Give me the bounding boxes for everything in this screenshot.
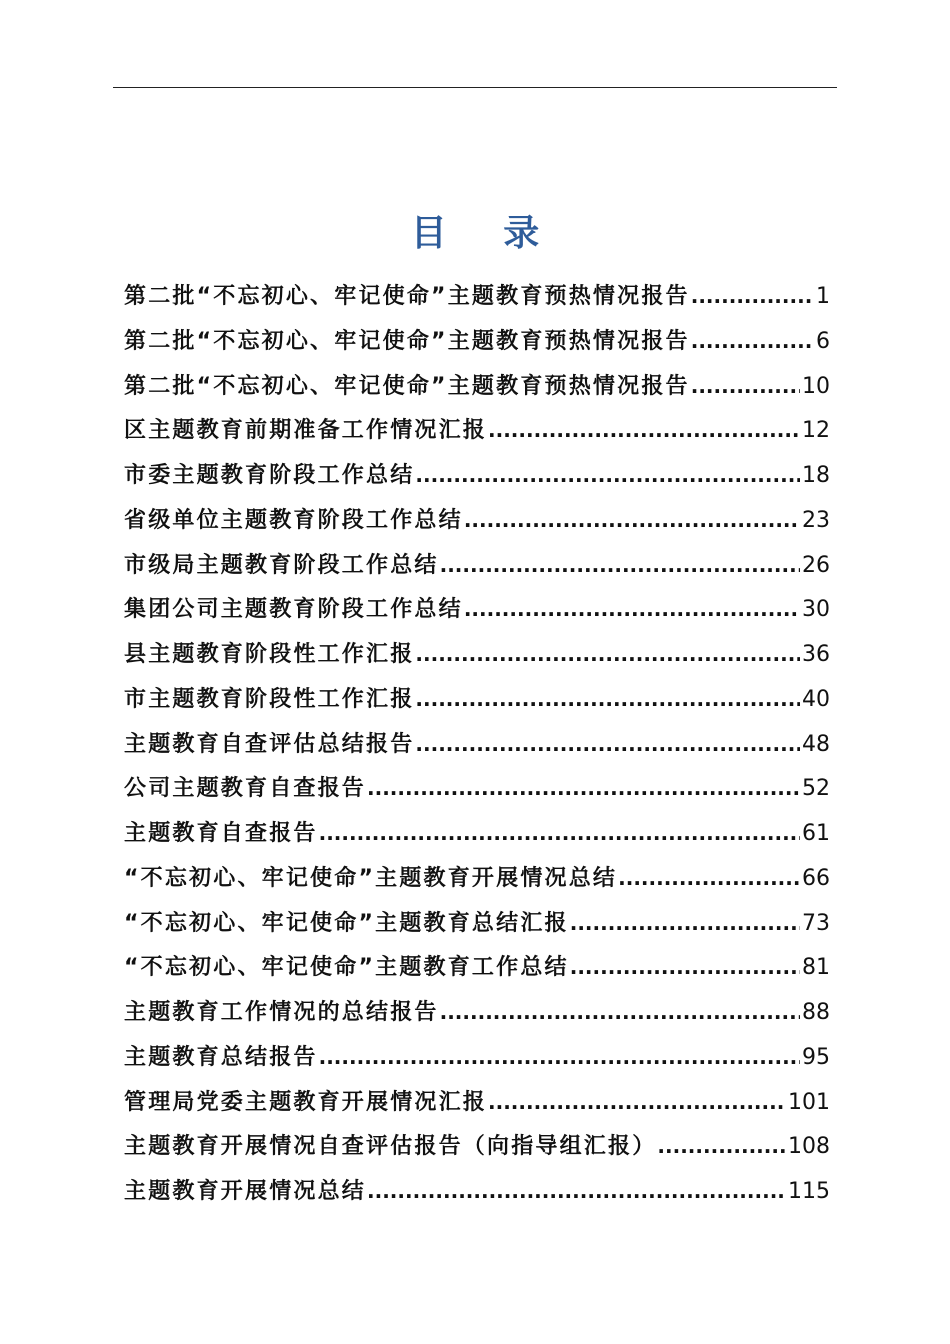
toc-entry-title: 主题教育总结报告 — [124, 1044, 318, 1070]
toc-entry-title: 主题教育开展情况总结 — [124, 1179, 367, 1204]
toc-dot-leader — [367, 1169, 786, 1214]
toc-page-number: 36 — [802, 642, 830, 667]
toc-list — [124, 274, 830, 1214]
toc-entry[interactable] — [124, 677, 830, 722]
toc-entry-title: 主题教育开展情况自查评估报告（向指导组汇报） — [124, 1134, 657, 1160]
toc-page-number: 81 — [802, 955, 830, 981]
toc-entry[interactable] — [124, 1124, 830, 1169]
toc-entry[interactable] — [124, 901, 830, 946]
toc-entry-title: 主题教育自查报告 — [124, 821, 318, 846]
toc-page-number: 52 — [802, 776, 830, 802]
toc-entry-title: 主题教育自查评估总结报告 — [124, 731, 415, 757]
toc-entry-title: 第二批“不忘初心、牢记使命”主题教育预热情况报告 — [124, 328, 690, 354]
toc-entry[interactable] — [124, 319, 830, 364]
toc-page-number: 48 — [802, 731, 830, 757]
toc-entry-title: 第二批“不忘初心、牢记使命”主题教育预热情况报告 — [124, 373, 690, 399]
toc-page-number: 10 — [802, 373, 830, 399]
toc-page-number: 26 — [802, 552, 830, 578]
toc-entry[interactable] — [124, 1169, 830, 1214]
toc-entry[interactable] — [124, 856, 830, 901]
toc-entry-title: 公司主题教育自查报告 — [124, 776, 367, 802]
toc-entry[interactable] — [124, 632, 830, 677]
toc-dot-leader — [367, 766, 800, 811]
toc-entry-title: “不忘初心、牢记使命”主题教育开展情况总结 — [124, 865, 618, 891]
toc-page-number: 18 — [802, 463, 830, 488]
toc-entry[interactable] — [124, 990, 830, 1035]
toc-entry-title: 主题教育工作情况的总结报告 — [124, 1000, 439, 1025]
toc-entry-title: 管理局党委主题教育开展情况汇报 — [124, 1089, 488, 1115]
toc-dot-leader — [319, 811, 800, 856]
toc-page-number: 6 — [816, 328, 830, 354]
toc-entry[interactable] — [124, 722, 830, 767]
toc-dot-leader — [657, 1124, 786, 1169]
toc-dot-leader — [415, 677, 800, 722]
toc-page-number: 66 — [802, 865, 830, 891]
toc-entry[interactable] — [124, 408, 830, 453]
toc-entry[interactable] — [124, 543, 830, 588]
toc-entry-title: “不忘初心、牢记使命”主题教育工作总结 — [124, 955, 569, 981]
toc-dot-leader — [570, 945, 800, 990]
toc-entry[interactable] — [124, 453, 830, 498]
toc-page-number: 95 — [802, 1044, 830, 1070]
toc-entry-title: 集团公司主题教育阶段工作总结 — [124, 597, 463, 623]
toc-dot-leader — [618, 856, 800, 901]
toc-dot-leader — [415, 632, 800, 677]
toc-entry-title: 第二批“不忘初心、牢记使命”主题教育预热情况报告 — [124, 284, 690, 309]
toc-dot-leader — [691, 274, 814, 319]
toc-dot-leader — [415, 453, 800, 498]
toc-dot-leader — [464, 587, 800, 632]
toc-entry-title: 县主题教育阶段性工作汇报 — [124, 642, 415, 667]
toc-page-number: 40 — [802, 686, 830, 712]
toc-page-number: 23 — [802, 507, 830, 533]
toc-entry[interactable] — [124, 587, 830, 632]
toc-dot-leader — [488, 408, 800, 453]
toc-dot-leader — [691, 364, 800, 409]
toc-dot-leader — [415, 722, 800, 767]
toc-dot-leader — [691, 319, 814, 364]
toc-dot-leader — [570, 901, 800, 946]
toc-dot-leader — [440, 543, 800, 588]
toc-entry-title: 市级局主题教育阶段工作总结 — [124, 552, 439, 578]
toc-entry[interactable] — [124, 766, 830, 811]
toc-page-number: 115 — [788, 1179, 830, 1204]
toc-page-number: 73 — [802, 910, 830, 936]
toc-title: 目 录 — [410, 213, 562, 254]
toc-page-number: 88 — [802, 1000, 830, 1025]
toc-page-number: 12 — [802, 418, 830, 444]
toc-entry[interactable] — [124, 364, 830, 409]
header-rule — [113, 87, 837, 88]
toc-entry-title: 市委主题教育阶段工作总结 — [124, 463, 415, 488]
toc-dot-leader — [319, 1035, 800, 1080]
toc-page-number: 101 — [788, 1089, 830, 1115]
toc-entry[interactable] — [124, 1035, 830, 1080]
toc-entry[interactable] — [124, 498, 830, 543]
toc-page-number: 61 — [802, 821, 830, 846]
toc-entry-title: 省级单位主题教育阶段工作总结 — [124, 507, 463, 533]
toc-entry-title: 市主题教育阶段性工作汇报 — [124, 686, 415, 712]
toc-entry[interactable] — [124, 945, 830, 990]
toc-entry-title: 区主题教育前期准备工作情况汇报 — [124, 418, 488, 444]
toc-entry[interactable] — [124, 811, 830, 856]
toc-entry[interactable] — [124, 274, 830, 319]
toc-dot-leader — [488, 1080, 786, 1125]
toc-entry[interactable] — [124, 1080, 830, 1125]
toc-page-number: 108 — [788, 1134, 830, 1160]
toc-entry-title: “不忘初心、牢记使命”主题教育总结汇报 — [124, 910, 569, 936]
toc-page-number: 30 — [802, 597, 830, 623]
toc-dot-leader — [440, 990, 800, 1035]
toc-dot-leader — [464, 498, 800, 543]
toc-page-number: 1 — [816, 284, 830, 309]
